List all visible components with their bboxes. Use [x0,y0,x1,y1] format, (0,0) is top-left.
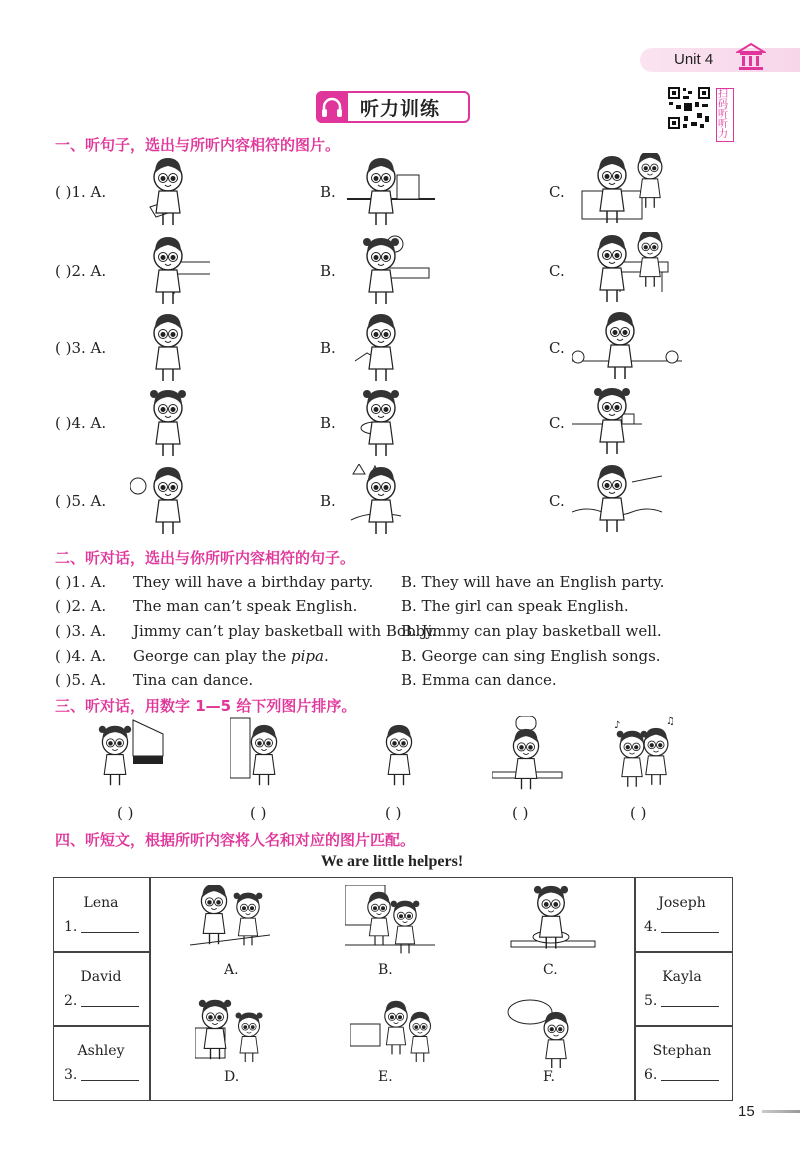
part1-q1-b: B. [320,183,336,201]
left-name-1: Lena [83,895,119,911]
right-num-3: 6. [644,1067,658,1083]
part4-picture-f [500,998,592,1068]
part1-q1-picture-c [572,153,682,229]
part4-picture-e [350,998,442,1068]
right-answer-line-2[interactable] [661,1005,719,1007]
part2-q5-b: B. Emma can dance. [401,671,557,689]
right-name-1: Joseph [658,895,706,911]
part3-picture-1 [97,716,169,798]
part4-picture-c [505,885,597,955]
part2-q2-b: B. The girl can speak English. [401,597,629,615]
part2-q4-b: B. George can sing English songs. [401,647,661,665]
qr-code-icon[interactable] [667,86,711,130]
part1-q3-b: B. [320,339,336,357]
part1-q4-num: ( )4. A. [55,414,107,432]
right-num-1: 4. [644,919,658,935]
part4-letter-b: B. [378,962,393,978]
part1-q4-picture-c [572,384,682,460]
unit-tab [640,48,800,72]
left-num-2: 2. [64,993,78,1009]
part1-q1-picture-a [130,155,210,227]
part4-picture-b [345,885,437,955]
page-number: 15 [738,1103,755,1120]
part1-q4-picture-b [345,386,440,458]
part1-q2-num: ( )2. A. [55,262,107,280]
left-name-3: Ashley [77,1043,125,1059]
right-answer-line-3[interactable] [661,1079,719,1081]
part1-q2-b: B. [320,262,336,280]
right-answer-1[interactable] [644,919,719,935]
part2-q1-b: B. They will have an English party. [401,573,665,591]
part3-answer-blank-3[interactable]: ( ) [385,804,402,822]
part3-picture-2 [230,716,302,798]
part1-q4-c: C. [549,414,565,432]
part1-q2-picture-b [345,234,440,306]
part3-picture-3 [365,716,437,798]
part1-q3-num: ( )3. A. [55,339,107,357]
part1-q5-b: B. [320,492,336,510]
page-number-bar [762,1110,800,1113]
left-answer-line-2[interactable] [81,1005,139,1007]
right-name-2: Kayla [662,969,702,985]
part2-q1-a: They will have a birthday party. [133,573,374,591]
section-3-heading: 三、听对话，用数字 1—5 给下列图片排序。 [55,697,357,715]
part4-letter-d: D. [224,1069,240,1085]
part3-picture-5 [610,716,682,798]
part3-answer-blank-5[interactable]: ( ) [630,804,647,822]
building-icon [736,42,766,72]
part2-q2-num: ( )2. A. [55,597,107,615]
svg-text:♫: ♫ [666,716,675,727]
left-answer-3[interactable] [64,1067,139,1083]
part3-answer-blank-1[interactable]: ( ) [117,804,134,822]
part2-q4-num: ( )4. A. [55,647,107,665]
left-answer-line-1[interactable] [81,931,139,933]
part2-q3-b: B. Jimmy can play basketball well. [401,622,662,640]
part4-letter-e: E. [378,1069,393,1085]
left-answer-2[interactable] [64,993,139,1009]
section-4-heading: 四、听短文，根据所听内容将人名和对应的图片匹配。 [55,831,416,849]
left-answer-1[interactable] [64,919,139,935]
svg-text:♪: ♪ [614,720,621,731]
left-num-1: 1. [64,919,78,935]
headphones-icon [316,91,348,123]
part1-q5-picture-c [572,462,682,538]
part1-q3-picture-a [130,311,210,383]
part4-picture-a [190,885,282,955]
part1-q5-c: C. [549,492,565,510]
part1-q4-b: B. [320,414,336,432]
part4-heading: We are little helpers! [320,853,464,870]
part1-q1-num: ( )1. A. [55,183,107,201]
part1-q5-picture-b [345,464,440,536]
left-answer-line-3[interactable] [81,1079,139,1081]
left-name-2: David [80,969,122,985]
part1-q5-num: ( )5. A. [55,492,107,510]
section-1-heading: 一、听句子，选出与所听内容相符的图片。 [55,136,341,154]
part2-q5-num: ( )5. A. [55,671,107,689]
part1-q5-picture-a [130,464,210,536]
part2-q4-a [133,647,329,665]
part2-q4-a-pre: George can play the [133,647,291,665]
right-answer-line-1[interactable] [661,931,719,933]
part1-q1-c: C. [549,183,565,201]
right-name-3: Stephan [652,1043,712,1059]
part3-picture-4 [492,716,564,798]
part1-q3-picture-c [572,309,682,385]
part1-q1-picture-b [345,155,440,227]
part2-q2-a: The man can’t speak English. [133,597,358,615]
right-answer-3[interactable] [644,1067,719,1083]
qr-label: 扫码听听力 [716,88,734,142]
part1-q2-picture-c [572,232,682,308]
unit-label: Unit 4 [674,51,714,68]
left-num-3: 3. [64,1067,78,1083]
part1-q2-c: C. [549,262,565,280]
part4-letter-c: C. [543,962,558,978]
part1-q4-picture-a [130,386,210,458]
part2-q5-a: Tina can dance. [133,671,254,689]
part3-answer-blank-2[interactable]: ( ) [250,804,267,822]
part2-q1-num: ( )1. A. [55,573,107,591]
part1-q3-picture-b [345,311,440,383]
part2-q3-num: ( )3. A. [55,622,107,640]
part2-q4-a-italic: pipa [291,647,324,665]
part4-letter-a: A. [224,962,239,978]
part4-picture-d [195,998,287,1068]
part4-letter-f: F. [543,1069,555,1085]
part3-answer-blank-4[interactable]: ( ) [512,804,529,822]
part1-q3-c: C. [549,339,565,357]
right-num-2: 5. [644,993,658,1009]
part2-q4-a-post: . [323,647,329,665]
section-2-heading: 二、听对话，选出与你所听内容相符的句子。 [55,549,356,567]
page-title: 听力训练 [360,98,441,120]
part1-q2-picture-a [130,234,210,306]
section-title-box [316,91,470,123]
part2-q3-a: Jimmy can’t play basketball with Bobby. [133,622,437,640]
right-answer-2[interactable] [644,993,719,1009]
